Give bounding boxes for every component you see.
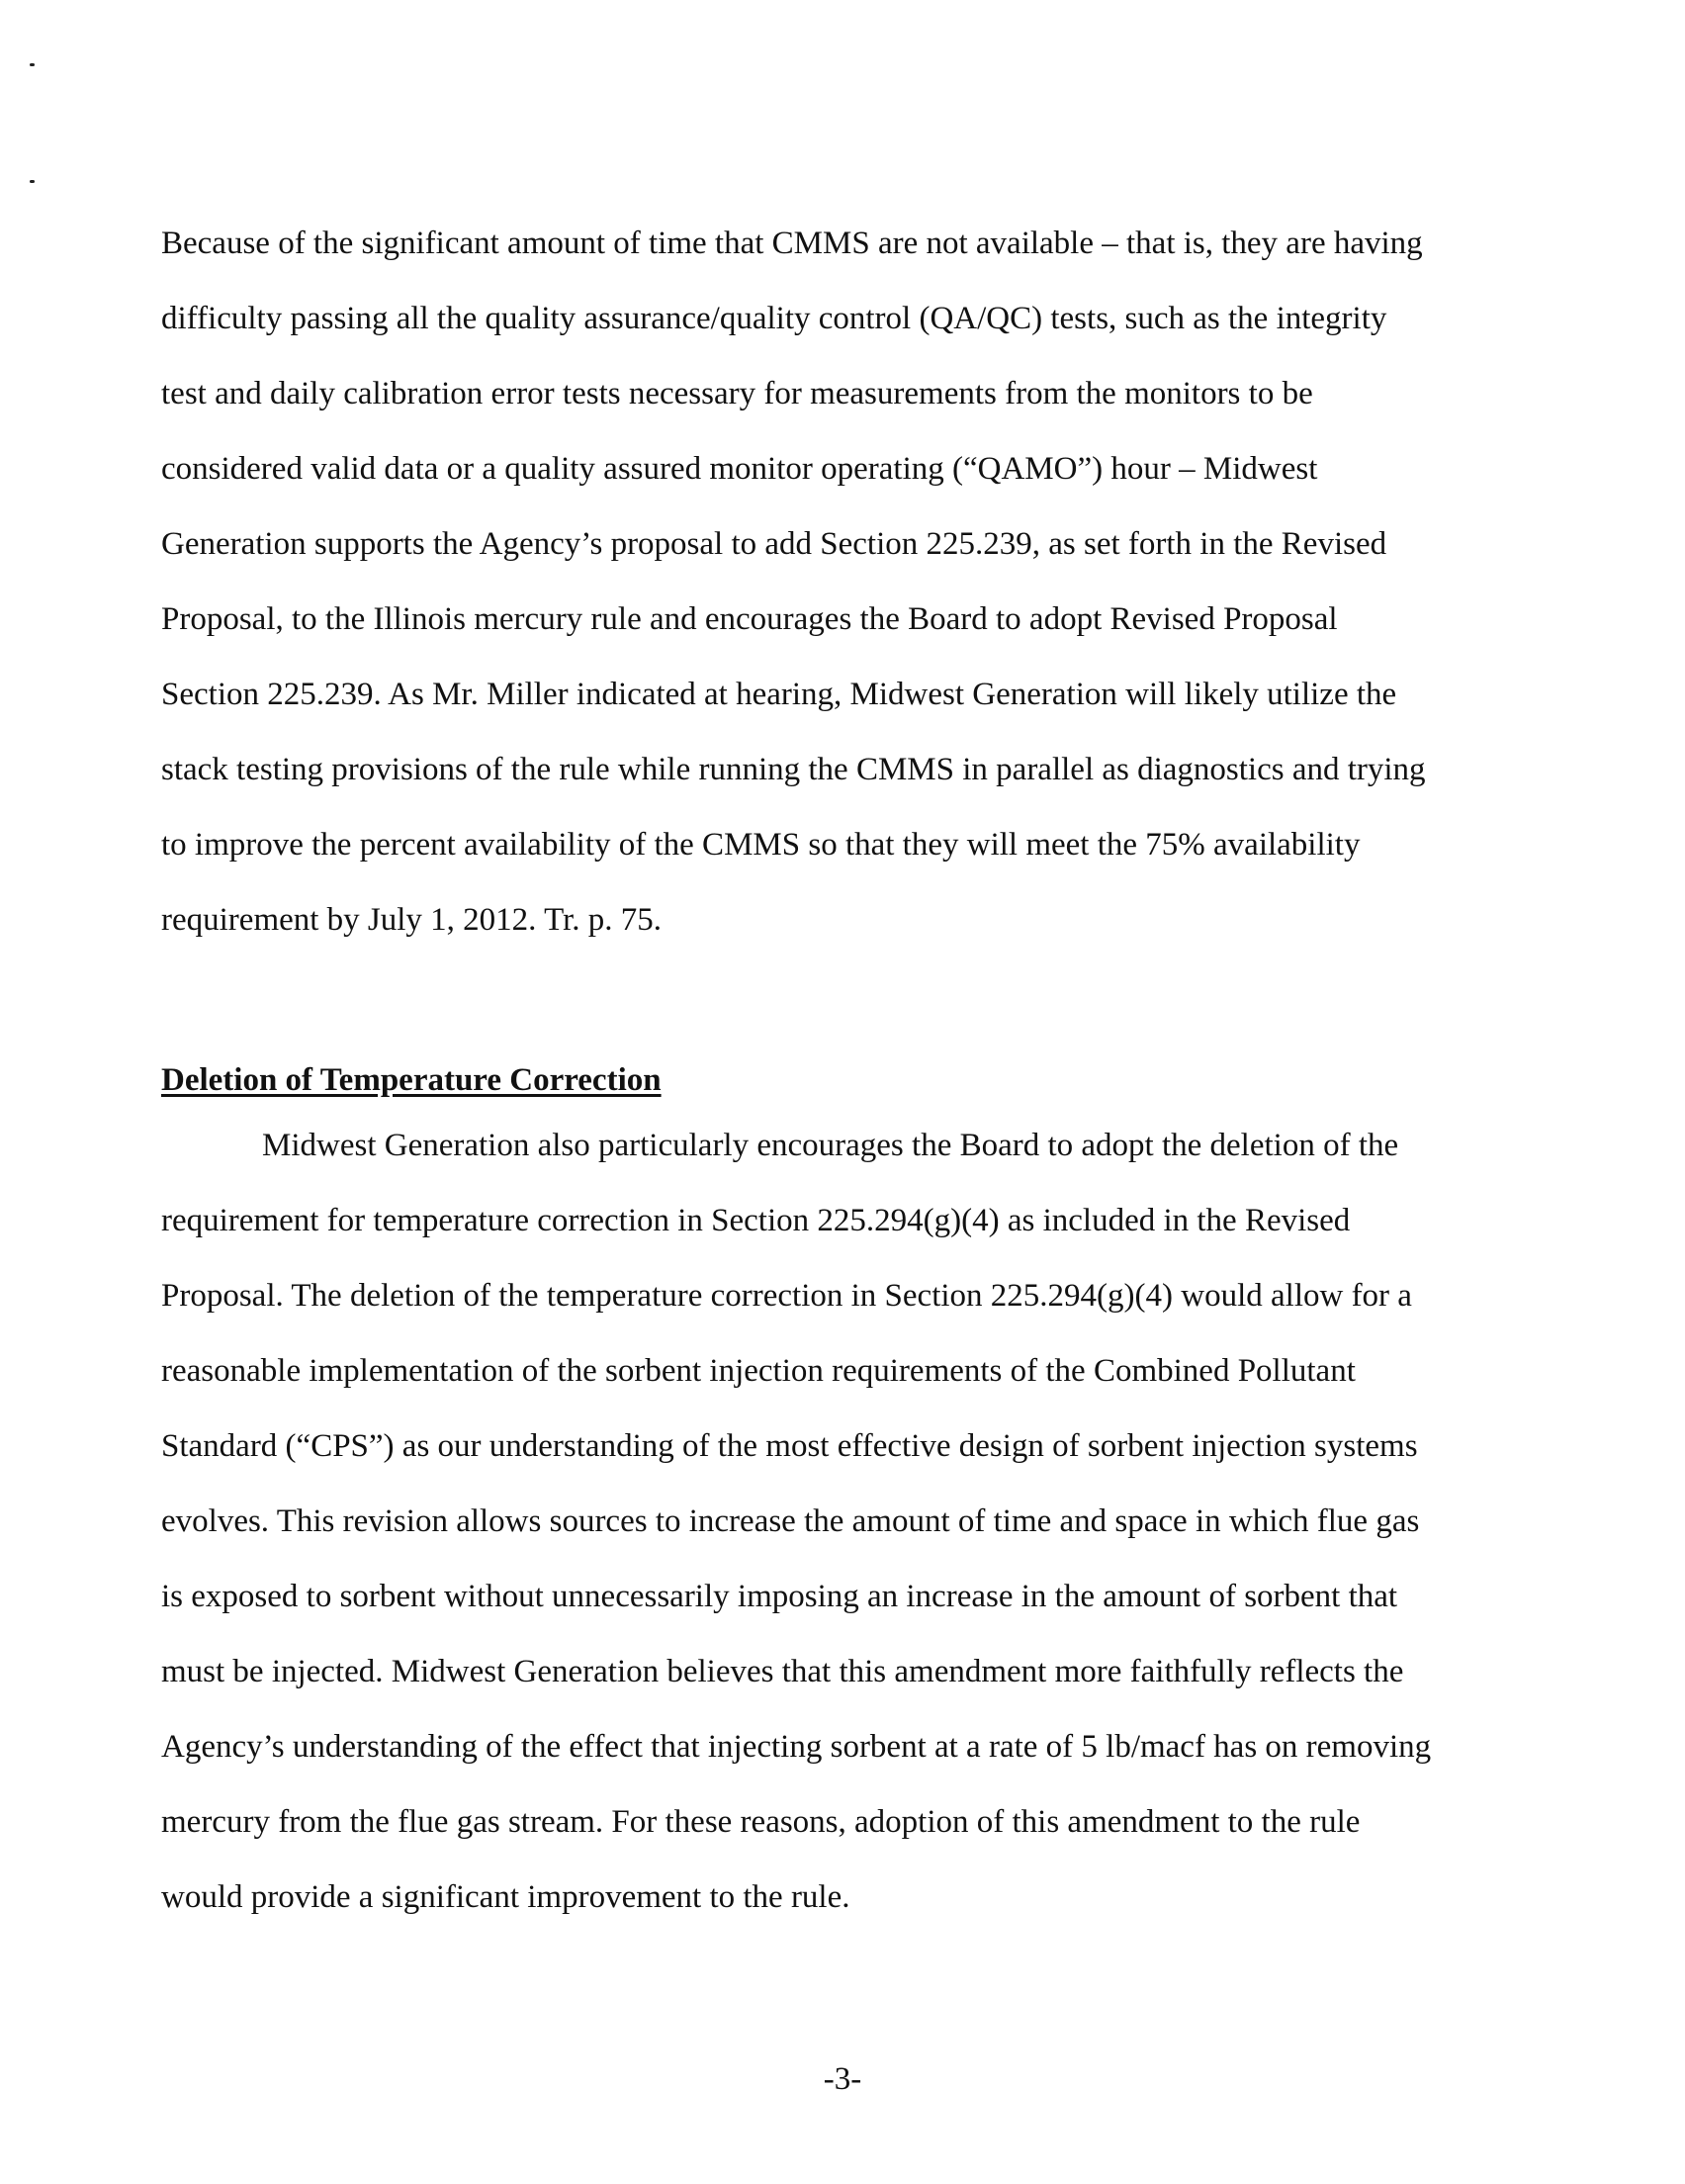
section-heading: Deletion of Temperature Correction xyxy=(161,1062,662,1098)
paragraph-line: Because of the significant amount of time that CMMS are not available – that is, they are having xyxy=(161,226,1423,261)
paragraph-line: Generation supports the Agency’s proposal to add Section 225.239, as set forth in the Revised xyxy=(161,526,1387,562)
paragraph-line: would provide a significant improvement to the rule. xyxy=(161,1879,850,1915)
paragraph-line: requirement by July 1, 2012. Tr. p. 75. xyxy=(161,902,663,938)
paragraph-line: is exposed to sorbent without unnecessarily imposing an increase in the amount of sorbent that xyxy=(161,1579,1398,1614)
paragraph-line: Agency’s understanding of the effect that injecting sorbent at a rate of 5 lb/macf has on removing xyxy=(161,1729,1432,1765)
paragraph-line: must be injected. Midwest Generation believes that this amendment more faithfully reflects the xyxy=(161,1654,1404,1689)
paragraph-line: requirement for temperature correction in Section 225.294(g)(4) as included in the Revised xyxy=(161,1203,1351,1238)
paragraph-line: mercury from the flue gas stream. For these reasons, adoption of this amendment to the rule xyxy=(161,1804,1361,1840)
paragraph-line: difficulty passing all the quality assurance/quality control (QA/QC) tests, such as the integrity xyxy=(161,301,1387,336)
paragraph-line: Proposal. The deletion of the temperature correction in Section 225.294(g)(4) would allow for a xyxy=(161,1278,1412,1314)
paragraph-line: stack testing provisions of the rule while running the CMMS in parallel as diagnostics and trying xyxy=(161,752,1426,787)
page-number: -3- xyxy=(823,2061,862,2097)
paragraph-line: considered valid data or a quality assured monitor operating (“QAMO”) hour – Midwest xyxy=(161,451,1318,487)
paragraph-line: test and daily calibration error tests necessary for measurements from the monitors to be xyxy=(161,376,1313,411)
paragraph-line: Proposal, to the Illinois mercury rule and encourages the Board to adopt Revised Proposal xyxy=(161,601,1338,637)
paragraph-line: Section 225.239. As Mr. Miller indicated at hearing, Midwest Generation will likely utilize the xyxy=(161,677,1397,712)
paragraph-line: reasonable implementation of the sorbent injection requirements of the Combined Pollutant xyxy=(161,1353,1356,1389)
paragraph-line: to improve the percent availability of the CMMS so that they will meet the 75% availability xyxy=(161,827,1361,863)
scan-speck xyxy=(30,63,35,66)
scan-speck xyxy=(30,180,35,183)
paragraph-line: Midwest Generation also particularly encourages the Board to adopt the deletion of the xyxy=(262,1128,1399,1163)
paragraph-line: evolves. This revision allows sources to increase the amount of time and space in which flue gas xyxy=(161,1503,1420,1539)
paragraph-line: Standard (“CPS”) as our understanding of the most effective design of sorbent injection systems xyxy=(161,1428,1418,1464)
